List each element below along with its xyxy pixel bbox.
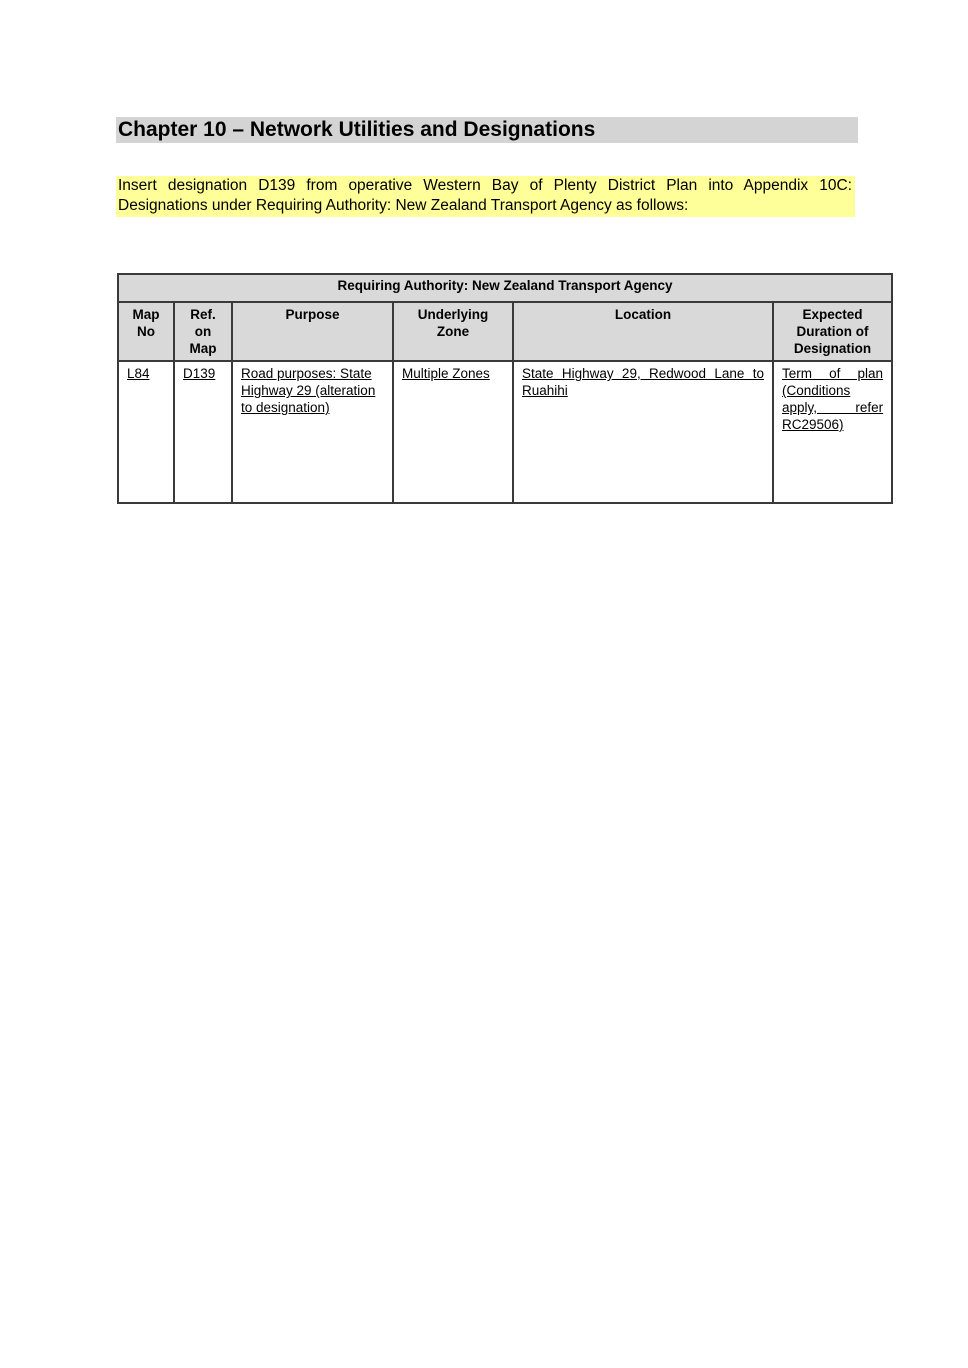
header-purpose: Purpose: [232, 302, 393, 361]
designations-table: [117, 273, 893, 504]
authority-heading: Requiring Authority: New Zealand Transport Agency: [118, 274, 892, 302]
underlying-zone-value: Multiple Zones: [402, 366, 490, 381]
intro-paragraph: Insert designation D139 from operative Western Bay of Plenty District Plan into Appendix 10C: Designations under Requiring Authority: New Zealand Transport Agency as follows:: [116, 176, 855, 217]
authority-heading-row: [118, 274, 892, 302]
ref-on-map-value: D139: [183, 366, 216, 381]
column-header-row: [118, 302, 892, 361]
cell-map-no: [118, 361, 174, 503]
cell-purpose: [232, 361, 393, 503]
cell-location: [513, 361, 773, 503]
table-row: [118, 361, 892, 503]
header-map-no: Map No: [118, 302, 174, 361]
expected-duration-value: Term of plan (Conditions apply, refer RC29506): [782, 366, 884, 432]
cell-ref-on-map: [174, 361, 232, 503]
purpose-value: Road purposes: State Highway 29 (alteration to designation): [241, 366, 376, 415]
header-underlying-zone: Underlying Zone: [393, 302, 513, 361]
header-ref-on-map: Ref. on Map: [174, 302, 232, 361]
header-location: Location: [513, 302, 773, 361]
location-value: State Highway 29, Redwood Lane to Ruahihi: [522, 366, 764, 398]
chapter-title: Chapter 10 – Network Utilities and Designations: [116, 117, 858, 143]
cell-expected-duration: [773, 361, 892, 503]
header-expected-duration: Expected Duration of Designation: [773, 302, 892, 361]
map-no-value: L84: [127, 366, 150, 381]
cell-underlying-zone: [393, 361, 513, 503]
